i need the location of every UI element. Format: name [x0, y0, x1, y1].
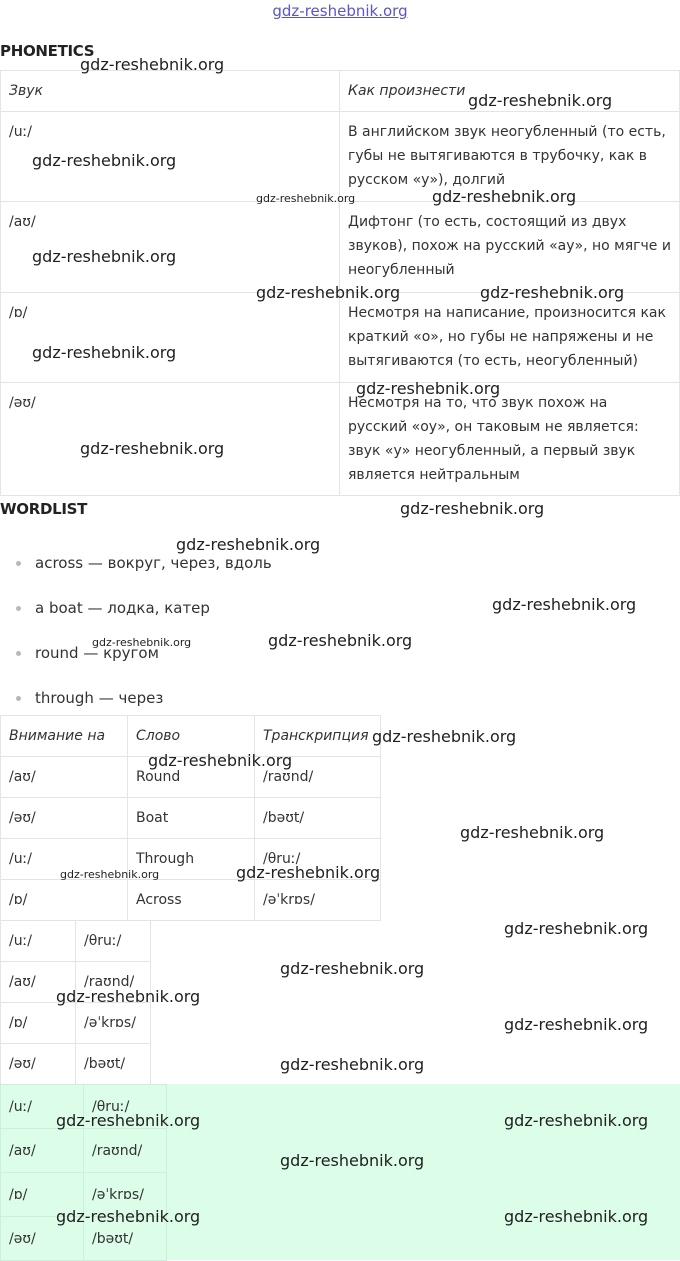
- watermark: gdz-reshebnik.org: [280, 1055, 425, 1074]
- transcription-cell: /bəʊt/: [255, 798, 381, 839]
- sound-cell: /əʊ/: [1, 1044, 76, 1085]
- watermark: gdz-reshebnik.org: [80, 439, 225, 458]
- sound-cell: /aʊ/: [1, 757, 128, 798]
- sound-cell: /aʊ/: [1, 202, 340, 293]
- watermark: gdz-reshebnik.org: [460, 823, 605, 842]
- sound-cell: /ɒ/: [1, 293, 340, 383]
- word-cell: Through: [128, 839, 255, 880]
- transcription-cell: /əˈkrɒs/: [76, 1003, 151, 1044]
- watermark: gdz-reshebnik.org: [148, 751, 293, 770]
- watermark: gdz-reshebnik.org: [60, 868, 160, 881]
- sound-cell: /əʊ/: [1, 798, 128, 839]
- transcription-cell: /bəʊt/: [84, 1217, 167, 1261]
- sound-cell: /uː/: [1, 839, 128, 880]
- watermark: gdz-reshebnik.org: [356, 379, 501, 398]
- transcription-cell: /raʊnd/: [84, 1129, 167, 1173]
- watermark: gdz-reshebnik.org: [80, 55, 225, 74]
- sound-cell: /əʊ/: [1, 1217, 84, 1261]
- list-item: through — через: [16, 683, 272, 728]
- watermark: gdz-reshebnik.org: [468, 91, 613, 110]
- table-row: [1, 880, 381, 921]
- sound-cell: /uː/: [1, 921, 76, 962]
- transcription-cell: /θruː/: [76, 921, 151, 962]
- watermark: gdz-reshebnik.org: [32, 151, 177, 170]
- sound-cell: /ɒ/: [1, 880, 128, 921]
- sound-cell: /uː/: [1, 112, 340, 202]
- watermark: gdz-reshebnik.org: [32, 247, 177, 266]
- watermark: gdz-reshebnik.org: [492, 595, 637, 614]
- list-item: a boat — лодка, катер: [16, 593, 272, 638]
- watermark: gdz-reshebnik.org: [176, 535, 321, 554]
- transcription-cell: /bəʊt/: [76, 1044, 151, 1085]
- watermark: gdz-reshebnik.org: [480, 283, 625, 302]
- word-header-word: Слово: [128, 716, 255, 757]
- watermark: gdz-reshebnik.org: [92, 636, 192, 649]
- transcription-cell: /raʊnd/: [76, 962, 151, 1003]
- transcription-cell: /θruː/: [84, 1085, 167, 1129]
- list-item: round — кругом: [16, 638, 272, 683]
- watermark: gdz-reshebnik.org: [268, 631, 413, 650]
- watermark: gdz-reshebnik.org: [256, 283, 401, 302]
- transcription-cell: /θruː/: [255, 839, 381, 880]
- description-cell: Несмотря на то, что звук похож на русский «оу», он таковым не является: звук «у» неогубленный, а первый звук является нейтральным: [340, 383, 680, 496]
- transcription-cell: /raʊnd/: [255, 757, 381, 798]
- sound-cell: /ɒ/: [1, 1173, 84, 1217]
- table-row: [1, 293, 680, 383]
- watermark: gdz-reshebnik.org: [504, 919, 649, 938]
- phonetics-header-sound: Звук: [1, 71, 340, 112]
- list-item: across — вокруг, через, вдоль: [16, 548, 272, 593]
- site-link-top[interactable]: gdz-reshebnik.org: [272, 2, 408, 20]
- watermark: gdz-reshebnik.org: [236, 863, 381, 882]
- watermark: gdz-reshebnik.org: [372, 727, 517, 746]
- sound-cell: /ɒ/: [1, 1003, 76, 1044]
- watermark: gdz-reshebnik.org: [56, 1111, 201, 1130]
- word-header-transcription: Транскрипция: [255, 716, 381, 757]
- table-row: [1, 921, 151, 962]
- wordlist-heading: WORDLIST: [0, 500, 88, 518]
- watermark: gdz-reshebnik.org: [504, 1015, 649, 1034]
- sound-cell: /əʊ/: [1, 383, 340, 496]
- watermark: gdz-reshebnik.org: [504, 1207, 649, 1226]
- watermark: gdz-reshebnik.org: [56, 987, 201, 1006]
- table-row: [1, 1129, 167, 1173]
- description-cell: Несмотря на написание, произносится как краткий «о», но губы не напряжены и не вытягиваются (то есть, неогубленный): [340, 293, 680, 383]
- sound-cell: /aʊ/: [1, 1129, 84, 1173]
- phonetics-header-how: Как произнести: [340, 71, 680, 112]
- phonetics-heading: PHONETICS: [0, 42, 95, 60]
- word-cell: Round: [128, 757, 255, 798]
- sound-cell: /uː/: [1, 1085, 84, 1129]
- watermark: gdz-reshebnik.org: [32, 343, 177, 362]
- watermark: gdz-reshebnik.org: [56, 1207, 201, 1226]
- watermark: gdz-reshebnik.org: [280, 1151, 425, 1170]
- word-cell: Boat: [128, 798, 255, 839]
- watermark: gdz-reshebnik.org: [504, 1111, 649, 1130]
- watermark: gdz-reshebnik.org: [432, 187, 577, 206]
- word-table: [0, 715, 381, 921]
- table-row: [1, 1044, 151, 1085]
- watermark: gdz-reshebnik.org: [256, 192, 356, 205]
- table-row: [1, 798, 381, 839]
- description-cell: Дифтонг (то есть, состоящий из двух звуков), похож на русский «ау», но мягче и неогубленный: [340, 202, 680, 293]
- table-row: [1, 1003, 151, 1044]
- watermark: gdz-reshebnik.org: [280, 959, 425, 978]
- transcription-cell: /əˈkrɒs/: [84, 1173, 167, 1217]
- description-cell: В английском звук неогубленный (то есть, губы не вытягиваются в трубочку, как в русском «у»), долгий: [340, 112, 680, 202]
- sound-cell: /aʊ/: [1, 962, 76, 1003]
- word-header-attention: Внимание на: [1, 716, 128, 757]
- transcription-cell: /əˈkrɒs/: [255, 880, 381, 921]
- watermark: gdz-reshebnik.org: [400, 499, 545, 518]
- word-cell: Across: [128, 880, 255, 921]
